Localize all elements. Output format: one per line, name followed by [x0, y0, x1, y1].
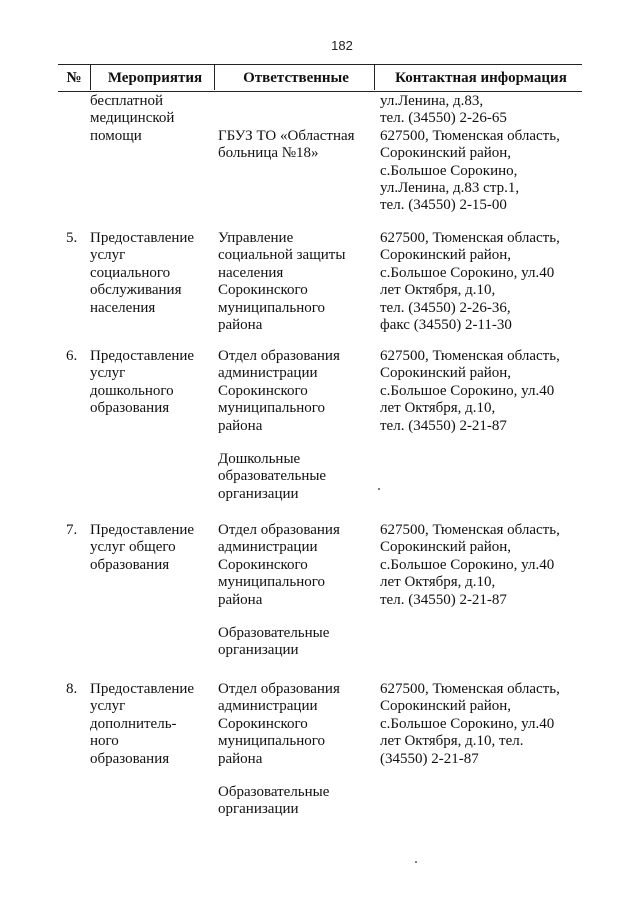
- responsible-line: муниципального: [218, 733, 326, 750]
- responsible-cell: [214, 230, 374, 334]
- contact-line: с.Большое Сорокино, ул.40: [380, 715, 555, 732]
- activity-cell: [52, 348, 214, 503]
- responsible-line: Сорокинского: [218, 715, 308, 732]
- activity-line: помощи: [90, 127, 142, 144]
- responsible-line: организации: [218, 801, 299, 818]
- responsible-cell: [214, 522, 374, 660]
- responsible-paragraph: [218, 230, 374, 334]
- responsible-line: Отдел образования: [218, 348, 340, 364]
- contact-line: тел. (34550) 2-21-87: [380, 591, 507, 608]
- contact-line: лет Октября, д.10,: [380, 574, 496, 591]
- contacts-table: [58, 64, 582, 818]
- responsible-line: администрации: [218, 539, 318, 556]
- responsible-line: образовательные: [218, 468, 327, 485]
- activity-line: услуг: [90, 247, 126, 264]
- page-number: 182: [331, 38, 353, 53]
- header-activities: Мероприятия: [107, 70, 203, 86]
- contact-line: лет Октября, д.10,: [380, 400, 496, 417]
- contact-line: ул.Ленина, д.83 стр.1,: [380, 180, 520, 197]
- responsible-line: Дошкольные: [218, 451, 301, 468]
- activity-line: ного: [90, 733, 119, 750]
- header-contact: Контактная информация: [395, 70, 567, 86]
- contact-cell: [374, 681, 582, 819]
- contact-cell: [374, 93, 582, 215]
- activity-line: Предоставление: [90, 681, 195, 697]
- responsible-line: больница №18»: [218, 145, 319, 162]
- responsible-line: Управление: [218, 230, 294, 246]
- table-row: [58, 348, 582, 503]
- activity-cell: [52, 681, 214, 819]
- responsible-line: Сорокинского: [218, 556, 308, 573]
- header-responsible: Ответственные: [243, 70, 349, 86]
- activity-line: дошкольного: [90, 382, 174, 399]
- scan-dot: [378, 488, 380, 490]
- scan-dot: [415, 861, 417, 863]
- activity-line: образования: [90, 400, 170, 417]
- contact-line: лет Октября, д.10, тел.: [380, 733, 524, 750]
- responsible-line: Отдел образования: [218, 522, 340, 538]
- row-number: 5.: [66, 230, 78, 246]
- contact-cell: [374, 230, 582, 334]
- responsible-line: [218, 110, 374, 127]
- contact-line: тел. (34550) 2-26-36,: [380, 299, 511, 316]
- activity-line: Предоставление: [90, 522, 195, 538]
- contact-line: тел. (34550) 2-21-87: [380, 417, 507, 434]
- activity-line: услуг: [90, 698, 126, 715]
- contact-cell: [374, 522, 582, 660]
- activity-line: населения: [90, 299, 156, 316]
- responsible-paragraph: [218, 784, 374, 819]
- responsible-line: муниципального: [218, 299, 326, 316]
- activity-cell: [52, 522, 214, 660]
- activity-line: услуг: [90, 365, 126, 382]
- responsible-line: Образовательные: [218, 784, 330, 801]
- responsible-line: Образовательные: [218, 625, 330, 642]
- contact-line: с.Большое Сорокино, ул.40: [380, 382, 555, 399]
- header-number: №: [66, 70, 82, 86]
- contact-line: Сорокинский район,: [380, 539, 512, 556]
- contact-line: Сорокинский район,: [380, 365, 512, 382]
- responsible-line: района: [218, 317, 263, 334]
- responsible-line: [218, 93, 374, 110]
- responsible-line: Сорокинского: [218, 282, 308, 299]
- table-row: [58, 93, 582, 215]
- activity-line: Предоставление: [90, 348, 195, 364]
- contact-line: Сорокинский район,: [380, 698, 512, 715]
- responsible-line: организации: [218, 642, 299, 659]
- activity-line: дополнитель-: [90, 715, 177, 732]
- responsible-line: района: [218, 417, 263, 434]
- table-row: [58, 230, 582, 334]
- responsible-cell: [214, 348, 374, 503]
- contact-line: Сорокинский район,: [380, 247, 512, 264]
- activity-line: медицинской: [90, 110, 175, 127]
- responsible-cell: [214, 93, 374, 215]
- responsible-line: социальной защиты: [218, 247, 346, 264]
- responsible-paragraph: [218, 93, 374, 163]
- activity-line: услуг общего: [90, 539, 176, 556]
- contact-line: Сорокинский район,: [380, 145, 512, 162]
- contact-line: ул.Ленина, д.83,: [380, 93, 484, 109]
- contact-line: с.Большое Сорокино, ул.40: [380, 556, 555, 573]
- contact-line: 627500, Тюменская область,: [380, 681, 560, 697]
- responsible-paragraph: [218, 625, 374, 660]
- responsible-line: ГБУЗ ТО «Областная: [218, 127, 355, 144]
- contact-line: (34550) 2-21-87: [380, 750, 479, 767]
- responsible-paragraph: [218, 522, 374, 609]
- responsible-line: района: [218, 591, 263, 608]
- responsible-line: Сорокинского: [218, 382, 308, 399]
- responsible-cell: [214, 681, 374, 819]
- activity-line: обслуживания: [90, 282, 182, 299]
- table-row: [58, 522, 582, 660]
- contact-line: 627500, Тюменская область,: [380, 522, 560, 538]
- contact-line: 627500, Тюменская область,: [380, 127, 560, 144]
- activity-line: Предоставление: [90, 230, 195, 246]
- activity-line: бесплатной: [90, 93, 164, 109]
- table-header: [58, 64, 582, 92]
- responsible-paragraph: [218, 348, 374, 435]
- contact-line: с.Большое Сорокино,: [380, 162, 518, 179]
- row-number: 7.: [66, 522, 78, 538]
- contact-line: факс (34550) 2-11-30: [380, 317, 512, 334]
- responsible-paragraph: [218, 681, 374, 768]
- row-number: 8.: [66, 681, 78, 697]
- table-row: [58, 681, 582, 819]
- contact-line: тел. (34550) 2-26-65: [380, 110, 507, 127]
- contact-line: с.Большое Сорокино, ул.40: [380, 264, 555, 281]
- activity-line: образования: [90, 750, 170, 767]
- activity-cell: [52, 230, 214, 334]
- activity-line: социального: [90, 264, 171, 281]
- contact-line: 627500, Тюменская область,: [380, 348, 560, 364]
- responsible-line: администрации: [218, 698, 318, 715]
- contact-cell: [374, 348, 582, 503]
- contact-line: 627500, Тюменская область,: [380, 230, 560, 246]
- responsible-paragraph: [218, 451, 374, 503]
- responsible-line: населения: [218, 264, 284, 281]
- responsible-line: муниципального: [218, 574, 326, 591]
- responsible-line: муниципального: [218, 400, 326, 417]
- responsible-line: администрации: [218, 365, 318, 382]
- responsible-line: организации: [218, 485, 299, 502]
- contact-line: лет Октября, д.10,: [380, 282, 496, 299]
- contact-line: тел. (34550) 2-15-00: [380, 197, 507, 214]
- activity-cell: [52, 93, 214, 215]
- row-number: 6.: [66, 348, 78, 364]
- activity-line: образования: [90, 556, 170, 573]
- responsible-line: района: [218, 750, 263, 767]
- responsible-line: Отдел образования: [218, 681, 340, 697]
